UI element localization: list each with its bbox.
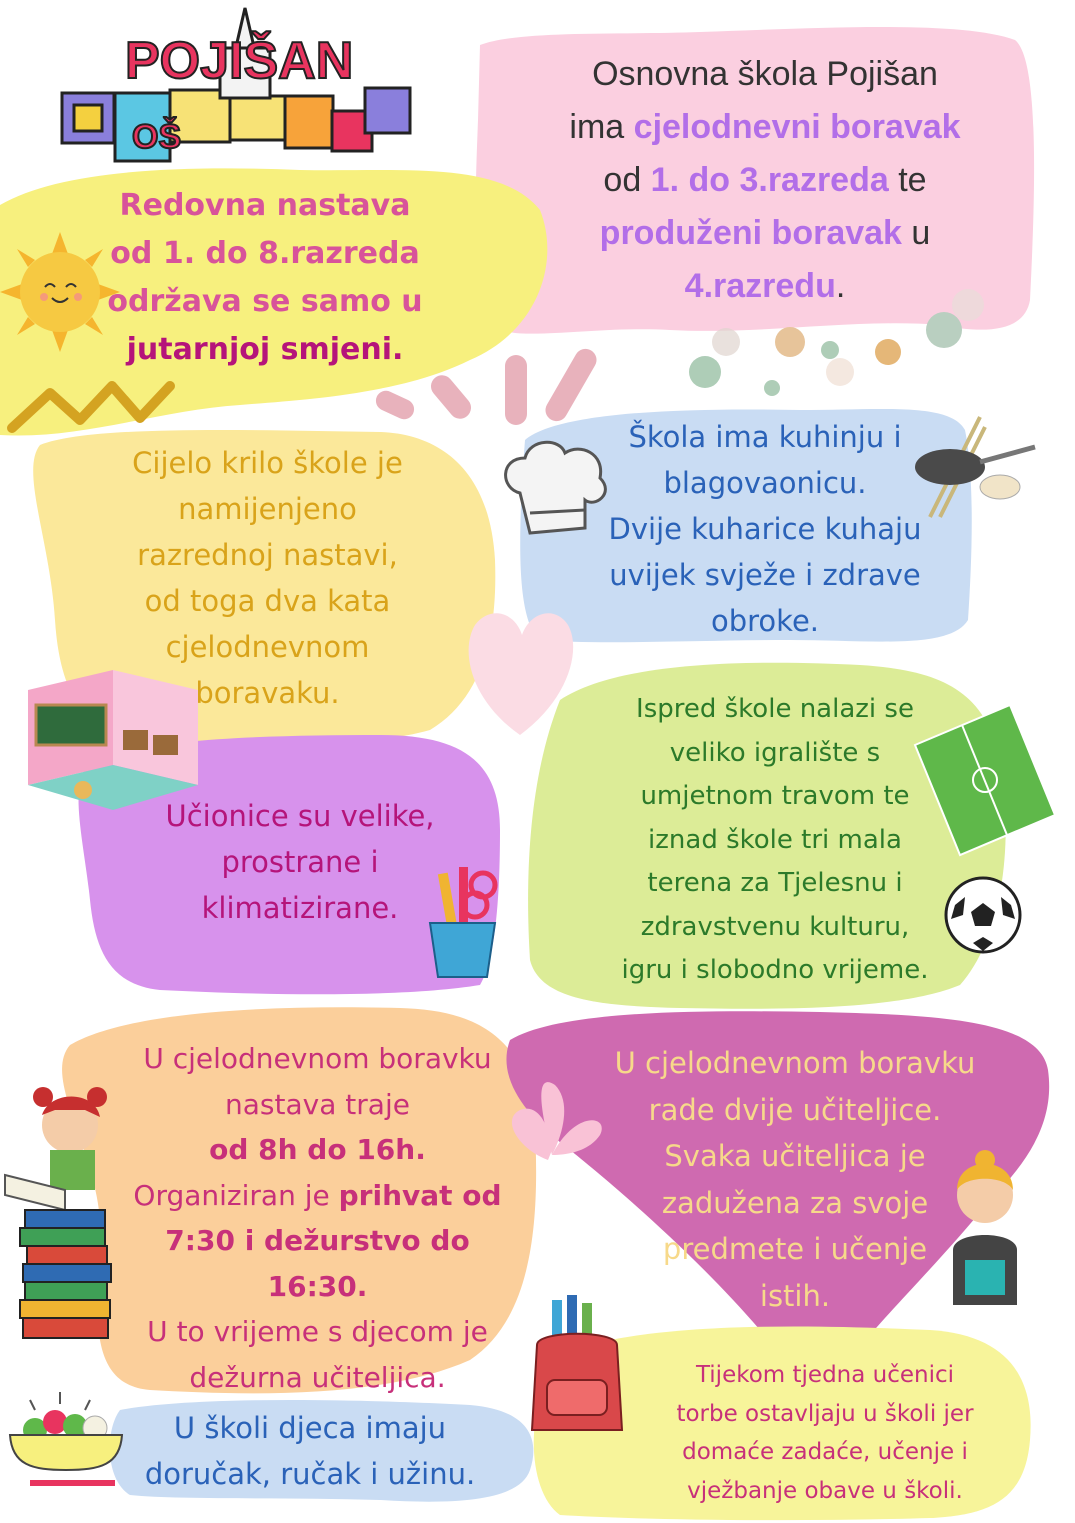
intro-text bbox=[505, 48, 1025, 313]
kitchen-line: Škola ima kuhinju i bbox=[628, 420, 902, 454]
wing-line: Cijelo krilo škole je bbox=[132, 446, 403, 480]
wing-line: od toga dva kata bbox=[144, 584, 391, 618]
classrooms-line: Učionice su velike, bbox=[165, 799, 435, 833]
schedule-duty-hours: 7:30 i dežurstvo do 16:30. bbox=[165, 1224, 470, 1303]
schedule-line: nastava traje bbox=[225, 1087, 410, 1121]
intro-line-3-c: te bbox=[888, 161, 927, 199]
deco-dot bbox=[689, 356, 721, 388]
intro-line-4-b: u bbox=[901, 214, 931, 252]
kitchen-line: blagovaonicu. bbox=[663, 466, 867, 500]
logo-text: POJIŠAN bbox=[125, 32, 354, 90]
morning-line-3: održava se samo u bbox=[107, 284, 423, 319]
kitchen-line: uvijek svježe i zdrave bbox=[609, 558, 921, 592]
bags-line: vježbanje obave u školi. bbox=[687, 1477, 963, 1504]
wing-line: cjelodnevnom bbox=[165, 630, 370, 664]
meals-text bbox=[125, 1405, 495, 1497]
girl-with-books-icon bbox=[5, 1085, 125, 1355]
classrooms-line: prostrane i bbox=[221, 845, 379, 879]
deco-dot bbox=[775, 327, 805, 357]
bags-text bbox=[640, 1356, 1010, 1510]
kitchen-text bbox=[590, 414, 940, 644]
deco-dot bbox=[875, 339, 901, 365]
intro-highlight-4razred: 4.razredu bbox=[684, 267, 836, 305]
intro-line-1: Osnovna škola Pojišan bbox=[592, 55, 938, 93]
schedule-text bbox=[115, 1036, 520, 1400]
deco-dot bbox=[926, 312, 962, 348]
playground-line: iznad škole tri mala bbox=[648, 824, 902, 855]
kitchen-line: obroke. bbox=[711, 604, 819, 638]
playground-line: terena za Tjelesnu i bbox=[647, 868, 903, 898]
wing-text bbox=[90, 440, 445, 716]
schedule-hours: od 8h do 16h. bbox=[209, 1133, 426, 1166]
intro-line-5-b: . bbox=[835, 267, 846, 305]
morning-line-1: Redovna nastava bbox=[119, 188, 411, 223]
wing-line: razrednoj nastavi, bbox=[137, 538, 398, 572]
intro-line-2-a: ima bbox=[569, 108, 634, 146]
playground-line: veliko igralište s bbox=[669, 737, 881, 768]
deco-dot bbox=[821, 341, 839, 359]
teachers-line: istih. bbox=[759, 1278, 831, 1313]
morning-text bbox=[95, 182, 435, 374]
wing-line: namijenjeno bbox=[178, 492, 357, 526]
schedule-line-4-a: Organiziran je bbox=[133, 1178, 339, 1212]
playground-line: zdravstvenu kulturu, bbox=[640, 911, 910, 942]
teachers-text bbox=[590, 1040, 1000, 1319]
deco-dot bbox=[764, 380, 780, 396]
playground-line: Ispred škole nalazi se bbox=[636, 694, 914, 724]
kitchen-line: Dvije kuharice kuhaju bbox=[608, 512, 922, 546]
playground-text bbox=[590, 688, 960, 993]
schedule-highlight-prihvat: prihvat od bbox=[338, 1178, 502, 1212]
teachers-line: rade dvije učiteljice. bbox=[648, 1092, 942, 1127]
classrooms-line: klimatizirane. bbox=[201, 891, 399, 925]
teachers-line: zadužena za svoje bbox=[661, 1185, 929, 1220]
classrooms-text bbox=[145, 793, 455, 931]
intro-highlight-cjelodnevni: cjelodnevni boravak bbox=[633, 108, 961, 146]
playground-line: igru i slobodno vrijeme. bbox=[621, 955, 929, 985]
schedule-line: U to vrijeme s djecom je bbox=[147, 1315, 488, 1348]
salad-bowl-icon bbox=[10, 1390, 130, 1500]
schedule-line: dežurna učiteljica. bbox=[189, 1360, 446, 1394]
wing-line: boravaku. bbox=[195, 676, 340, 710]
logo-text-small: OŠ bbox=[132, 118, 182, 156]
meals-line: doručak, ručak i užinu. bbox=[144, 1457, 476, 1491]
bags-line: torbe ostavljaju u školi jer bbox=[676, 1400, 974, 1427]
bags-line: Tijekom tjedna učenici bbox=[695, 1362, 955, 1388]
deco-dot bbox=[826, 358, 854, 386]
meals-line: U školi djeca imaju bbox=[173, 1411, 447, 1445]
teachers-line: Svaka učiteljica je bbox=[664, 1139, 926, 1173]
teachers-line: predmete i učenje bbox=[662, 1232, 928, 1266]
morning-line-4: jutarnjoj smjeni. bbox=[126, 332, 404, 367]
intro-line-3-a: od bbox=[603, 161, 651, 199]
deco-dot bbox=[712, 328, 740, 356]
teachers-line: U cjelodnevnom boravku bbox=[614, 1046, 976, 1080]
school-logo bbox=[60, 8, 420, 173]
morning-line-2: od 1. do 8.razreda bbox=[110, 236, 420, 271]
intro-highlight-razreda: 1. do 3.razreda bbox=[650, 161, 889, 199]
bags-line: domaće zadaće, učenje i bbox=[682, 1439, 968, 1465]
playground-line: umjetnom travom te bbox=[640, 781, 910, 811]
schedule-line: U cjelodnevnom boravku bbox=[143, 1042, 492, 1075]
intro-highlight-produzeni: produženi boravak bbox=[599, 214, 902, 252]
